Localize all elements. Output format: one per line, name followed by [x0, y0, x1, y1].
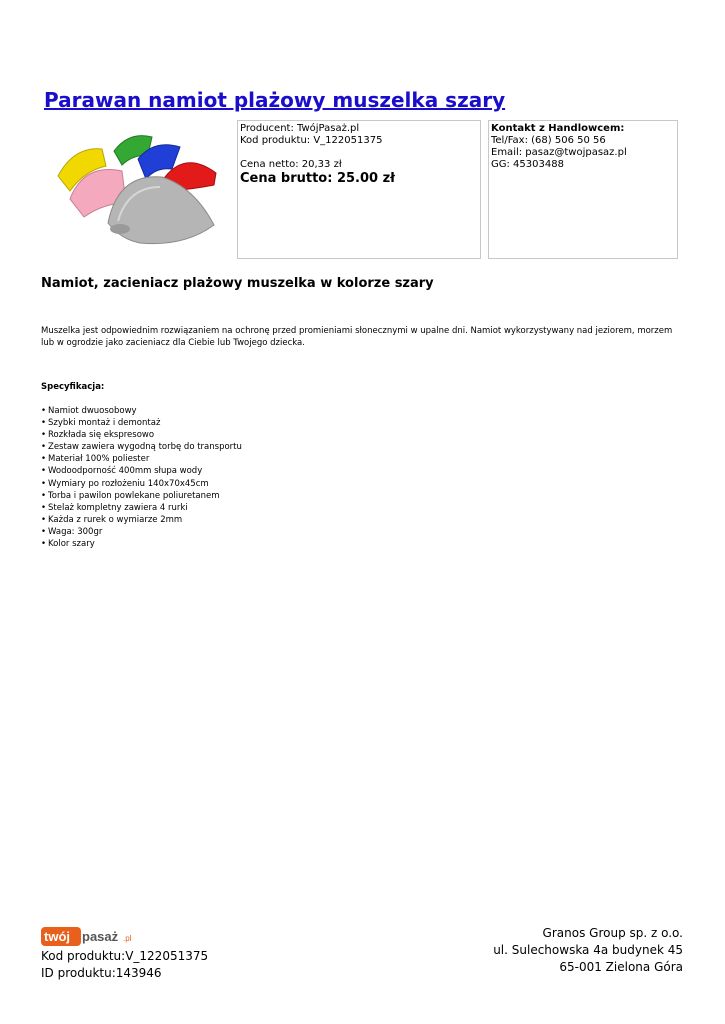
contact-email: Email: pasaz@twojpasaz.pl — [491, 147, 627, 158]
list-item: • Wymiary po rozłożeniu 140x70x45cm — [41, 478, 242, 490]
contact-gg: GG: 45303488 — [491, 159, 564, 170]
list-item: • Szybki montaż i demontaż — [41, 417, 242, 429]
footer-product-info — [41, 948, 208, 982]
producer-label: Producent: TwójPasaż.pl — [240, 123, 360, 134]
footer-street: ul. Sulechowska 4a budynek 45 — [493, 943, 683, 957]
svg-text:pasaż: pasaż — [82, 929, 119, 944]
list-item: • Namiot dwuosobowy — [41, 405, 242, 417]
spec-list — [41, 405, 242, 550]
price-gross-label: Cena brutto: 25.00 zł — [240, 171, 396, 186]
footer-company-address — [493, 925, 683, 976]
svg-text:twój: twój — [44, 929, 70, 944]
footer-company-name: Granos Group sp. z o.o. — [542, 926, 683, 940]
product-title-link[interactable]: Parawan namiot plażowy muszelka szary — [44, 88, 506, 112]
list-item: • Waga: 300gr — [41, 526, 242, 538]
product-image — [44, 121, 230, 251]
product-subtitle: Namiot, zacieniacz plażowy muszelka w kolorze szary — [41, 276, 434, 291]
product-code-label: Kod produktu: V_122051375 — [240, 135, 383, 146]
list-item: • Zestaw zawiera wygodną torbę do transportu — [41, 441, 242, 453]
contact-info-box — [488, 120, 678, 259]
list-item: • Kolor szary — [41, 538, 242, 550]
list-item: • Materiał 100% poliester — [41, 453, 242, 465]
list-item: • Każda z rurek o wymiarze 2mm — [41, 514, 242, 526]
svg-text:.pl: .pl — [123, 934, 132, 943]
price-net-label: Cena netto: 20,33 zł — [240, 159, 342, 170]
producer-info-box — [237, 120, 481, 259]
contact-heading: Kontakt z Handlowcem: — [491, 123, 625, 134]
twojpasaz-logo — [41, 925, 141, 949]
footer-product-id: ID produktu:143946 — [41, 966, 162, 980]
contact-phone: Tel/Fax: (68) 506 50 56 — [491, 135, 606, 146]
spec-heading: Specyfikacja: — [41, 382, 105, 392]
footer-city: 65-001 Zielona Góra — [559, 960, 683, 974]
product-description: Muszelka jest odpowiednim rozwiązaniem na ochronę przed promieniami słonecznymi w upalne dni. Namiot wykorzystywany nad jeziorem, morzem lub w ogrodzie jako zacieniacz dla Ciebie lub Twojego dziecka. — [41, 326, 673, 348]
list-item: • Torba i pawilon powlekane poliuretanem — [41, 490, 242, 502]
list-item: • Stelaż kompletny zawiera 4 rurki — [41, 502, 242, 514]
list-item: • Rozkłada się ekspresowo — [41, 429, 242, 441]
footer-product-code: Kod produktu:V_122051375 — [41, 949, 209, 963]
list-item: • Wodoodporność 400mm słupa wody — [41, 465, 242, 477]
